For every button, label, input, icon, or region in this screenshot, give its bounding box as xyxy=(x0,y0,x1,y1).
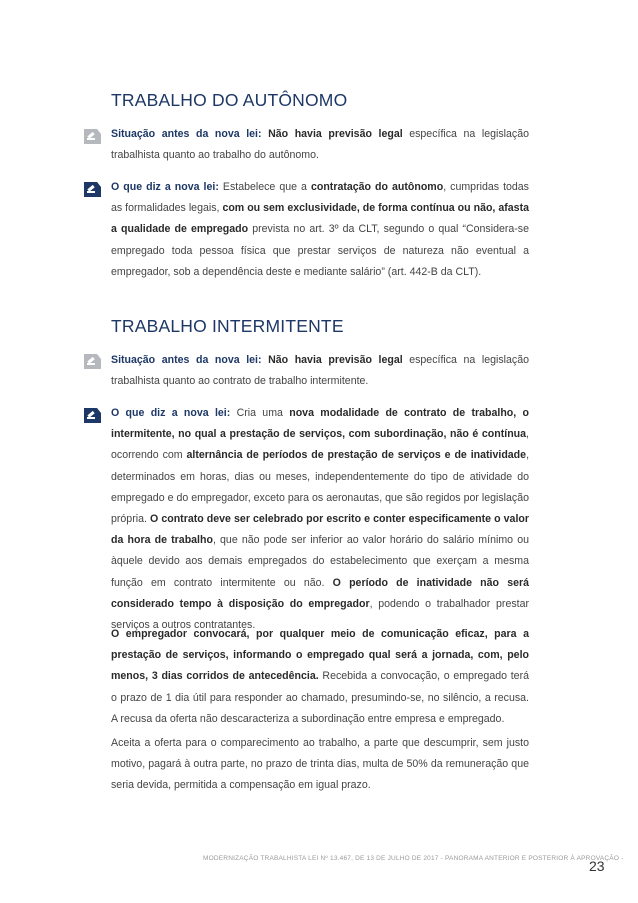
gavel-icon xyxy=(81,126,102,147)
convocation-paragraph: O empregador convocará, por qualquer meio de comunicação eficaz, para a prestação de serviços, informando o empregado qual será a jornada, com, pelo menos, 3 dias corridos de antecedência. Recebida a convocação, o empregado terá o prazo de 1 dia útil para responder ao chamado, presumindo-se, no silêncio, a recusa. A recusa da oferta não descaracteriza a subordinação entre empresa e empregado. xyxy=(111,628,529,725)
before-paragraph-autonomo: Situação antes da nova lei: Não havia previsão legal específica na legislação trabalhista quanto ao trabalho do autônomo. xyxy=(111,128,529,162)
gavel-icon xyxy=(81,405,102,426)
footer-text: MODERNIZAÇÃO TRABALHISTA LEI Nº 13.467, DE 13 DE JULHO DE 2017 - PANORAMA ANTERIOR E POSTERIOR À APROVAÇÃO - xyxy=(203,855,624,862)
new-law-paragraph-autonomo: O que diz a nova lei: Estabelece que a contratação do autônomo, cumpridas todas as formalidades legais, com ou sem exclusividade, de forma contínua ou não, afasta a qualidade de empregado prevista no art. 3º da CLT, segundo o qual “Considera-se empregado toda pessoa física que prestar serviços de natureza não eventual a empregador, sob a dependência deste e mediante salário” (art. 442-B da CLT). xyxy=(111,181,529,278)
before-paragraph-intermitente: Situação antes da nova lei: Não havia previsão legal específica na legislação trabalhista quanto ao contrato de trabalho intermitente. xyxy=(111,354,529,388)
gavel-icon xyxy=(81,179,102,200)
page-number: 23 xyxy=(589,858,605,874)
section-title-intermitente: TRABALHO INTERMITENTE xyxy=(111,316,344,336)
penalty-paragraph: Aceita a oferta para o comparecimento ao trabalho, a parte que descumprir, sem justo motivo, pagará à outra parte, no prazo de trinta dias, multa de 50% da remuneração que seria devida, permitida a compensação em igual prazo. xyxy=(111,737,529,792)
new-law-paragraph-intermitente: O que diz a nova lei: Cria uma nova modalidade de contrato de trabalho, o intermitente, no qual a prestação de serviços, com subordinação, não é contínua, ocorrendo com alternância de períodos de prestação de serviços e de inatividade, determinados em horas, dias ou meses, independentemente do tipo de atividade do empregado e do empregador, exceto para os aeronautas, que são regidos por legislação própria. O contrato deve ser celebrado por escrito e conter especificamente o valor da hora de trabalho, que não pode ser inferior ao valor horário do salário mínimo ou àquele devido aos demais empregados do estabelecimento que exerçam a mesma função em contrato intermitente ou não. O período de inatividade não será considerado tempo à disposição do empregador, podendo o trabalhador prestar serviços a outros contratantes. xyxy=(111,407,530,632)
section-title-autonomo: TRABALHO DO AUTÔNOMO xyxy=(111,90,348,110)
gavel-icon xyxy=(81,351,102,372)
